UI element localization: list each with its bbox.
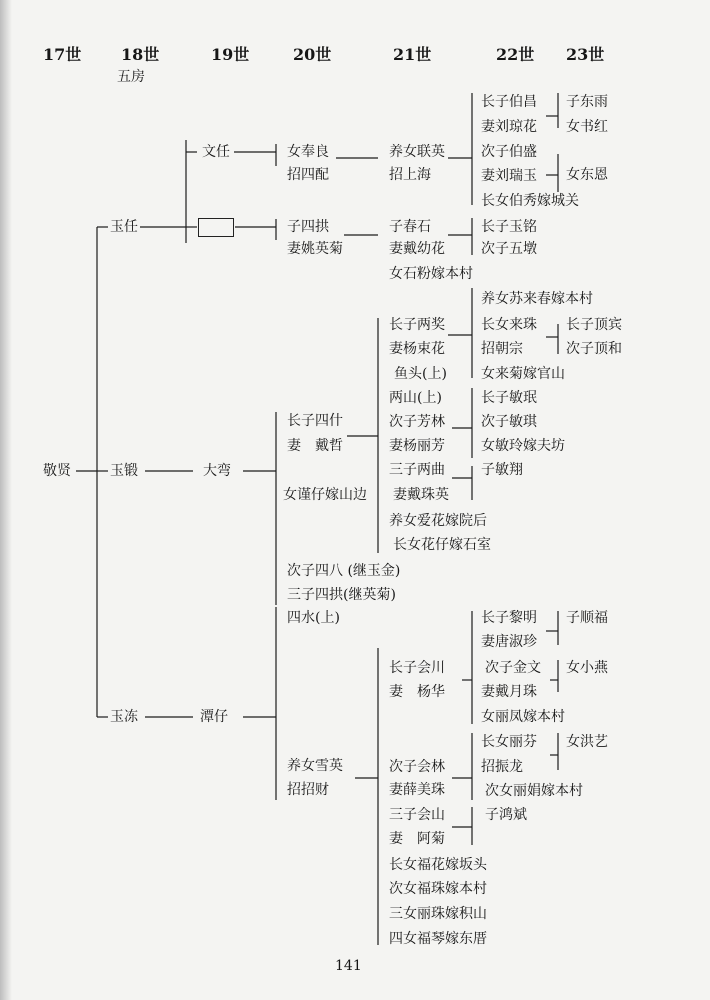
person-g23-a1: 子东雨: [566, 94, 608, 110]
person-g22-b1: 长子玉铭: [481, 219, 537, 235]
person-g22-d5: 女丽凤嫁本村: [481, 709, 565, 725]
person-g23-d3: 女洪艺: [566, 734, 608, 750]
person-yuren: 玉任: [110, 219, 138, 235]
page-number: 141: [335, 958, 362, 974]
person-g21-c9: 养女爱花嫁院后: [389, 513, 487, 529]
person-g20-d3: 招招财: [287, 782, 329, 798]
person-dawan: 大弯: [203, 463, 231, 479]
person-g20-c2: 妻 戴哲: [287, 438, 343, 454]
person-g22-c7: 女敏玲嫁夫坊: [481, 438, 565, 454]
person-g23-a3: 女东恩: [566, 167, 608, 183]
person-g22-a1: 长子伯昌: [481, 94, 537, 110]
person-g21-d4: 妻薛美珠: [389, 782, 445, 798]
person-g22-b2: 次子五墩: [481, 241, 537, 257]
person-g22-d6: 长女丽芬: [481, 734, 537, 750]
person-g22-d1: 长子黎明: [481, 610, 537, 626]
person-yudong: 玉冻: [110, 709, 138, 725]
person-g21-c4: 两山(上): [389, 390, 442, 406]
unnamed-person-box: [198, 218, 234, 237]
person-g22-c8: 子敏翔: [481, 462, 523, 478]
person-g20-c5: 三子四拱(继英菊): [287, 587, 396, 603]
generation-header-19: 19世: [211, 45, 250, 64]
person-g21-d7: 长女福花嫁坂头: [389, 857, 487, 873]
person-g22-a5: 长女伯秀嫁城关: [481, 193, 579, 209]
person-g21-d6: 妻 阿菊: [389, 831, 445, 847]
person-g20-b1: 子四拱: [287, 219, 329, 235]
person-g22-d2: 妻唐淑珍: [481, 634, 537, 650]
person-g21-d3: 次子会林: [389, 759, 445, 775]
person-g21-d1: 长子会川: [389, 660, 445, 676]
person-tanzai: 潭仔: [200, 709, 228, 725]
person-g22-c4: 女来菊嫁官山: [481, 366, 565, 382]
person-g23-b1: 长子顶宾: [566, 317, 622, 333]
person-g21-c10: 长女花仔嫁石室: [393, 537, 491, 553]
person-g21-b3: 女石粉嫁本村: [389, 266, 473, 282]
person-g21-a1: 养女联英: [389, 144, 445, 160]
person-g21-d5: 三子会山: [389, 807, 445, 823]
person-g20-a2: 招四配: [287, 167, 329, 183]
person-wenren: 文任: [202, 144, 230, 160]
generation-header-18: 18世: [121, 45, 160, 64]
person-g22-c5: 长子敏珉: [481, 390, 537, 406]
person-g21-c1: 长子两奖: [389, 317, 445, 333]
person-g20-c1: 长子四什: [287, 413, 343, 429]
person-g21-c2: 妻杨束花: [389, 341, 445, 357]
person-g22-d9: 子鸿斌: [485, 807, 527, 823]
person-g20-a1: 女奉良: [287, 144, 329, 160]
person-g20-c3: 女谨仔嫁山边: [283, 487, 367, 503]
person-g21-b2: 妻戴幼花: [389, 241, 445, 257]
person-g22-c3: 招朝宗: [481, 341, 523, 357]
person-g22-d8: 次女丽娟嫁本村: [485, 783, 583, 799]
person-g21-b1: 子春石: [389, 219, 431, 235]
generation-header-17: 17世: [43, 45, 82, 64]
person-g20-c4: 次子四八 (继玉金): [287, 563, 401, 579]
person-g22-c1: 养女苏来春嫁本村: [481, 291, 593, 307]
person-g20-d2: 养女雪英: [287, 758, 343, 774]
person-g22-a2: 妻刘琼花: [481, 119, 537, 135]
person-g21-d2: 妻 杨华: [389, 684, 445, 700]
generation-header-22: 22世: [496, 45, 535, 64]
generation-header-23: 23世: [566, 45, 605, 64]
person-g22-d3: 次子金文: [485, 660, 541, 676]
person-g20-b2: 妻姚英菊: [287, 241, 343, 257]
person-g21-d9: 三女丽珠嫁积山: [389, 906, 487, 922]
person-g21-c7: 三子两曲: [389, 462, 445, 478]
person-g21-c5: 次子芳林: [389, 414, 445, 430]
person-g23-d2: 女小燕: [566, 660, 608, 676]
generation-header-20: 20世: [293, 45, 332, 64]
person-g22-a4: 妻刘瑞玉: [481, 168, 537, 184]
person-g22-a3: 次子伯盛: [481, 144, 537, 160]
generation-header-21: 21世: [393, 45, 432, 64]
person-yuduan: 玉锻: [110, 463, 138, 479]
person-g22-c6: 次子敏琪: [481, 414, 537, 430]
person-g21-a2: 招上海: [389, 167, 431, 183]
person-g21-d8: 次女福珠嫁本村: [389, 881, 487, 897]
branch-title: 五房: [117, 69, 145, 85]
person-g23-a2: 女书红: [566, 119, 608, 135]
person-g21-c6: 妻杨丽芳: [389, 438, 445, 454]
person-g23-d1: 子顺福: [566, 610, 608, 626]
person-g20-d1: 四水(上): [287, 610, 340, 626]
person-g21-d10: 四女福琴嫁东厝: [389, 931, 487, 947]
person-g21-c8: 妻戴珠英: [393, 487, 449, 503]
person-g22-c2: 长女来珠: [481, 317, 537, 333]
person-g21-c3: 鱼头(上): [394, 366, 447, 382]
person-g22-d4: 妻戴月珠: [481, 684, 537, 700]
person-g22-d7: 招振龙: [481, 759, 523, 775]
person-g23-b2: 次子顶和: [566, 341, 622, 357]
person-root: 敬贤: [43, 463, 71, 479]
